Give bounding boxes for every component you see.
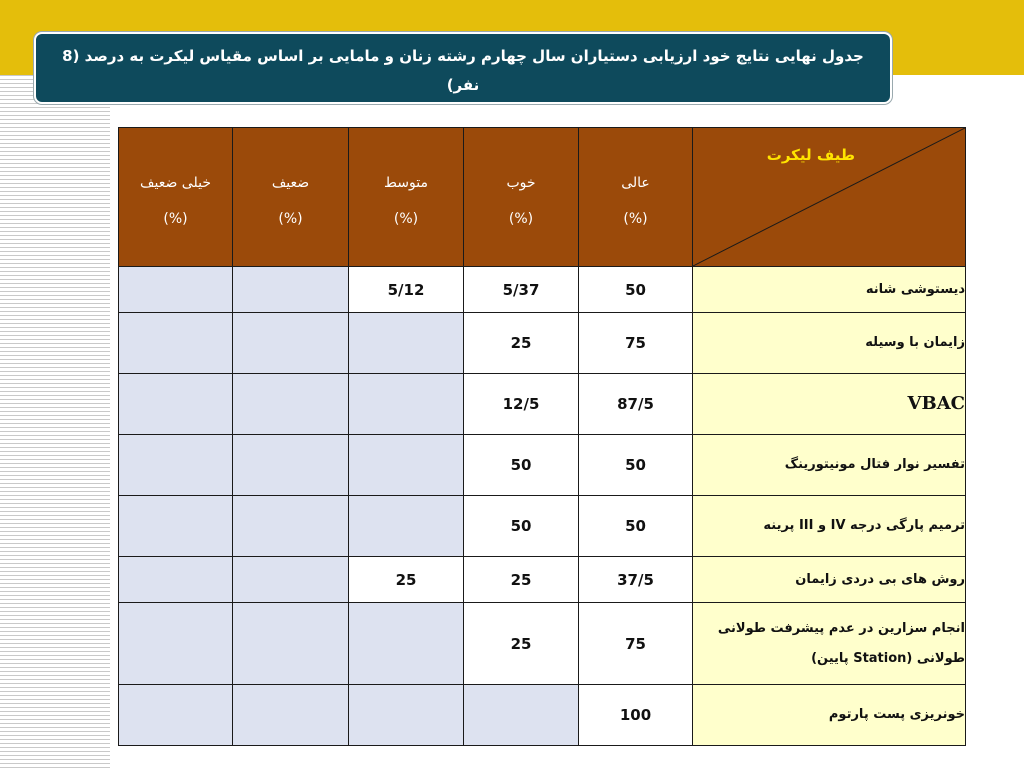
cell-weak bbox=[233, 685, 349, 746]
cell-average bbox=[349, 313, 464, 374]
cell-good: 25 bbox=[464, 313, 579, 374]
row-label: زایمان با وسیله bbox=[693, 313, 966, 374]
cell-weak bbox=[233, 313, 349, 374]
cell-weak bbox=[233, 267, 349, 313]
column-header-very-weak bbox=[119, 128, 233, 267]
row-label: VBAC bbox=[693, 374, 966, 435]
cell-average bbox=[349, 603, 464, 685]
column-unit: (%) bbox=[278, 211, 303, 227]
row-label: دیستوشی شانه bbox=[693, 267, 966, 313]
cell-excellent: 50 bbox=[579, 267, 693, 313]
cell-excellent: 37/5 bbox=[579, 557, 693, 603]
column-name: خوب bbox=[506, 175, 536, 191]
cell-good bbox=[464, 685, 579, 746]
column-unit: (%) bbox=[393, 211, 419, 227]
cell-average: 25 bbox=[349, 557, 464, 603]
column-name: متوسط bbox=[384, 175, 428, 191]
header-row bbox=[119, 128, 966, 267]
table-row bbox=[119, 557, 966, 603]
row-label: تفسیر نوار فتال مونیتورینگ bbox=[693, 435, 966, 496]
cell-very-weak bbox=[119, 557, 233, 603]
likert-results-table bbox=[118, 127, 966, 746]
slide-title-box bbox=[34, 32, 892, 104]
column-unit: (%) bbox=[163, 211, 188, 227]
cell-very-weak bbox=[119, 685, 233, 746]
table-row bbox=[119, 685, 966, 746]
table-row bbox=[119, 496, 966, 557]
column-name: عالی bbox=[621, 175, 650, 191]
cell-weak bbox=[233, 496, 349, 557]
table-row bbox=[119, 435, 966, 496]
table-row bbox=[119, 603, 966, 685]
row-label: انجام سزارین در عدم پیشرفت طولانی طولانی (Station پایین) bbox=[693, 603, 966, 685]
row-label: خونریزی پست پارتوم bbox=[693, 685, 966, 746]
cell-average: 5/12 bbox=[349, 267, 464, 313]
cell-very-weak bbox=[119, 267, 233, 313]
cell-very-weak bbox=[119, 603, 233, 685]
cell-weak bbox=[233, 435, 349, 496]
slide-title: جدول نهایی نتایج خود ارزیابی دستیاران سال چهارم رشته زنان و مامایی بر اساس مقیاس لیکرت به درصد (8 نفر) bbox=[62, 47, 864, 94]
table-row bbox=[119, 267, 966, 313]
column-header-good bbox=[464, 128, 579, 267]
cell-good: 25 bbox=[464, 557, 579, 603]
column-header-weak bbox=[233, 128, 349, 267]
cell-good: 50 bbox=[464, 496, 579, 557]
cell-excellent: 75 bbox=[579, 603, 693, 685]
cell-excellent: 100 bbox=[579, 685, 693, 746]
cell-good: 5/37 bbox=[464, 267, 579, 313]
cell-weak bbox=[233, 557, 349, 603]
cell-average bbox=[349, 435, 464, 496]
cell-good: 25 bbox=[464, 603, 579, 685]
likert-spectrum-label: طیف لیکرت bbox=[766, 146, 855, 164]
column-unit: (%) bbox=[508, 211, 534, 227]
table-row bbox=[119, 374, 966, 435]
cell-average bbox=[349, 685, 464, 746]
row-label: روش های بی دردی زایمان bbox=[693, 557, 966, 603]
decorative-stripes bbox=[0, 75, 110, 768]
cell-excellent: 87/5 bbox=[579, 374, 693, 435]
cell-very-weak bbox=[119, 374, 233, 435]
cell-good: 50 bbox=[464, 435, 579, 496]
cell-weak bbox=[233, 374, 349, 435]
column-unit: (%) bbox=[623, 211, 648, 227]
cell-excellent: 50 bbox=[579, 496, 693, 557]
cell-very-weak bbox=[119, 313, 233, 374]
cell-good: 12/5 bbox=[464, 374, 579, 435]
cell-excellent: 75 bbox=[579, 313, 693, 374]
cell-excellent: 50 bbox=[579, 435, 693, 496]
cell-weak bbox=[233, 603, 349, 685]
table-row bbox=[119, 313, 966, 374]
column-name: ضعیف bbox=[271, 175, 310, 191]
cell-very-weak bbox=[119, 496, 233, 557]
column-header-average bbox=[349, 128, 464, 267]
column-name: خیلی ضعیف bbox=[140, 175, 211, 191]
corner-header-cell bbox=[693, 128, 966, 267]
row-label: ترمیم پارگی درجه IV و III پرینه bbox=[693, 496, 966, 557]
cell-average bbox=[349, 496, 464, 557]
column-header-excellent bbox=[579, 128, 693, 267]
cell-very-weak bbox=[119, 435, 233, 496]
cell-average bbox=[349, 374, 464, 435]
